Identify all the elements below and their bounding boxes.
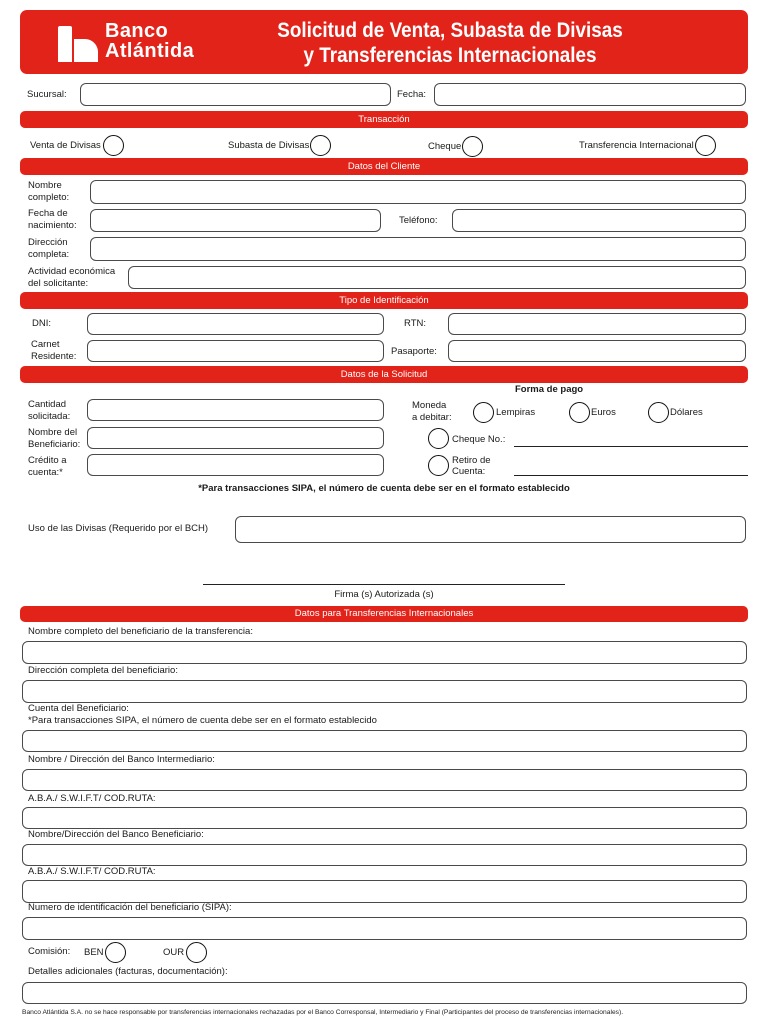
banco-intermediario-input[interactable]	[22, 769, 747, 791]
form-title	[270, 18, 630, 68]
radio-comision-ben[interactable]	[105, 942, 126, 963]
moneda-debitar-label: Moneda a debitar:	[412, 400, 452, 423]
aba-swift-intermediario-label: A.B.A./ S.W.I.F.T/ COD.RUTA:	[28, 793, 156, 804]
nombre-completo-label: Nombre completo:	[28, 180, 70, 203]
radio-transferencia-internacional[interactable]	[695, 135, 716, 156]
cuenta-sipa-note: *Para transacciones SIPA, el número de cuenta debe ser en el formato establecido	[28, 715, 377, 726]
actividad-label: Actividad económica del solicitante:	[28, 266, 116, 289]
section-transferencias: Datos para Transferencias Internacionales	[20, 606, 748, 622]
actividad-input[interactable]	[128, 266, 746, 289]
bank-name-line2: Atlántida	[105, 40, 195, 62]
euros-label: Euros	[591, 407, 616, 418]
banco-beneficiario-input[interactable]	[22, 844, 747, 866]
form-header	[20, 10, 748, 74]
option-label-subasta-divisas: Subasta de Divisas	[228, 140, 310, 151]
cuenta-beneficiario-label: Cuenta del Beneficiario:	[28, 703, 129, 714]
option-label-transferencia: Transferencia Internacional	[579, 140, 694, 151]
cheque-no-label: Cheque No.:	[452, 434, 506, 445]
section-datos-cliente: Datos del Cliente	[20, 158, 748, 175]
rtn-input[interactable]	[448, 313, 746, 335]
option-label-venta-divisas: Venta de Divisas	[30, 140, 101, 151]
beneficiario-nombre-label: Nombre completo del beneficiario de la transferencia:	[28, 626, 253, 637]
identificacion-sipa-input[interactable]	[22, 917, 747, 940]
aba-swift-intermediario-input[interactable]	[22, 807, 747, 829]
section-datos-solicitud: Datos de la Solicitud	[20, 366, 748, 383]
nombre-beneficiario-label: Nombre del Beneficiario:	[28, 427, 81, 450]
section-transaccion: Transacción	[20, 111, 748, 128]
signature-line	[203, 584, 565, 585]
beneficiario-nombre-input[interactable]	[22, 641, 747, 664]
retiro-cuenta-input[interactable]	[514, 464, 748, 476]
radio-dolares[interactable]	[648, 402, 669, 423]
bank-name	[105, 21, 194, 61]
nombre-beneficiario-input[interactable]	[87, 427, 384, 449]
radio-comision-our[interactable]	[186, 942, 207, 963]
radio-lempiras[interactable]	[473, 402, 494, 423]
cantidad-label: Cantidad solicitada:	[28, 399, 71, 422]
uso-divisas-label: Uso de las Divisas (Requerido por el BCH)	[28, 523, 209, 534]
sucursal-label: Sucursal:	[27, 89, 67, 100]
detalles-adicionales-label: Detalles adicionales (facturas, documentación):	[28, 966, 228, 977]
retiro-cuenta-label: Retiro de Cuenta:	[452, 455, 491, 477]
comision-ben-label: BEN	[84, 947, 104, 958]
carnet-residente-label: Carnet Residente:	[31, 339, 77, 362]
radio-cheque-no[interactable]	[428, 428, 449, 449]
sucursal-input[interactable]	[80, 83, 391, 106]
lempiras-label: Lempiras	[496, 407, 536, 418]
telefono-input[interactable]	[452, 209, 746, 232]
pasaporte-input[interactable]	[448, 340, 746, 362]
dni-input[interactable]	[87, 313, 384, 335]
radio-cheque[interactable]	[462, 136, 483, 157]
aba-swift-beneficiario-label: A.B.A./ S.W.I.F.T/ COD.RUTA:	[28, 866, 156, 877]
option-label-cheque: Cheque	[428, 141, 462, 152]
credito-cuenta-label: Crédito a cuenta:*	[28, 455, 67, 478]
fecha-label: Fecha:	[397, 89, 427, 100]
cuenta-beneficiario-input[interactable]	[22, 730, 747, 752]
banco-beneficiario-label: Nombre/Dirección del Banco Beneficiario:	[28, 829, 204, 840]
section-tipo-identificacion: Tipo de Identificación	[20, 292, 748, 309]
radio-retiro-cuenta[interactable]	[428, 455, 449, 476]
nombre-completo-input[interactable]	[90, 180, 746, 204]
carnet-residente-input[interactable]	[87, 340, 384, 362]
fecha-input[interactable]	[434, 83, 746, 106]
direccion-input[interactable]	[90, 237, 746, 261]
telefono-label: Teléfono:	[399, 215, 438, 226]
dolares-label: Dólares	[670, 407, 703, 418]
bank-logo-icon	[58, 26, 100, 64]
beneficiario-direccion-input[interactable]	[22, 680, 747, 703]
bank-name-line1: Banco	[105, 20, 169, 42]
identificacion-sipa-label: Numero de identificación del beneficiario (SIPA):	[28, 902, 232, 913]
sipa-note: *Para transacciones SIPA, el número de cuenta debe ser en el formato establecido	[198, 483, 570, 494]
cantidad-input[interactable]	[87, 399, 384, 421]
form-title-line2: y Transferencias Internacionales	[303, 44, 597, 67]
beneficiario-direccion-label: Dirección completa del beneficiario:	[28, 665, 178, 676]
forma-pago-label: Forma de pago	[515, 384, 584, 395]
rtn-label: RTN:	[404, 318, 426, 329]
banco-intermediario-label: Nombre / Dirección del Banco Intermediario:	[28, 754, 215, 765]
aba-swift-beneficiario-input[interactable]	[22, 880, 747, 903]
cheque-no-input[interactable]	[514, 435, 748, 447]
firma-label: Firma (s) Autorizada (s)	[334, 589, 434, 600]
fecha-nacimiento-input[interactable]	[90, 209, 381, 232]
radio-euros[interactable]	[569, 402, 590, 423]
radio-venta-divisas[interactable]	[103, 135, 124, 156]
uso-divisas-input[interactable]	[235, 516, 746, 543]
form-title-line1: Solicitud de Venta, Subasta de Divisas	[277, 19, 623, 42]
fecha-nacimiento-label: Fecha de nacimiento:	[28, 208, 77, 231]
direccion-label: Dirección completa:	[28, 237, 70, 260]
footer-disclaimer: Banco Atlántida S.A. no se hace responsable por transferencias internacionales rechazadas por el Banco Corresponsal, Intermediario y Final (Participantes del proceso de transferencias internacionales).	[22, 1009, 624, 1016]
detalles-adicionales-input[interactable]	[22, 982, 747, 1004]
comision-our-label: OUR	[163, 947, 185, 958]
credito-cuenta-input[interactable]	[87, 454, 384, 476]
comision-label: Comisión:	[28, 946, 71, 957]
radio-subasta-divisas[interactable]	[310, 135, 331, 156]
dni-label: DNI:	[32, 318, 51, 329]
pasaporte-label: Pasaporte:	[391, 346, 437, 357]
